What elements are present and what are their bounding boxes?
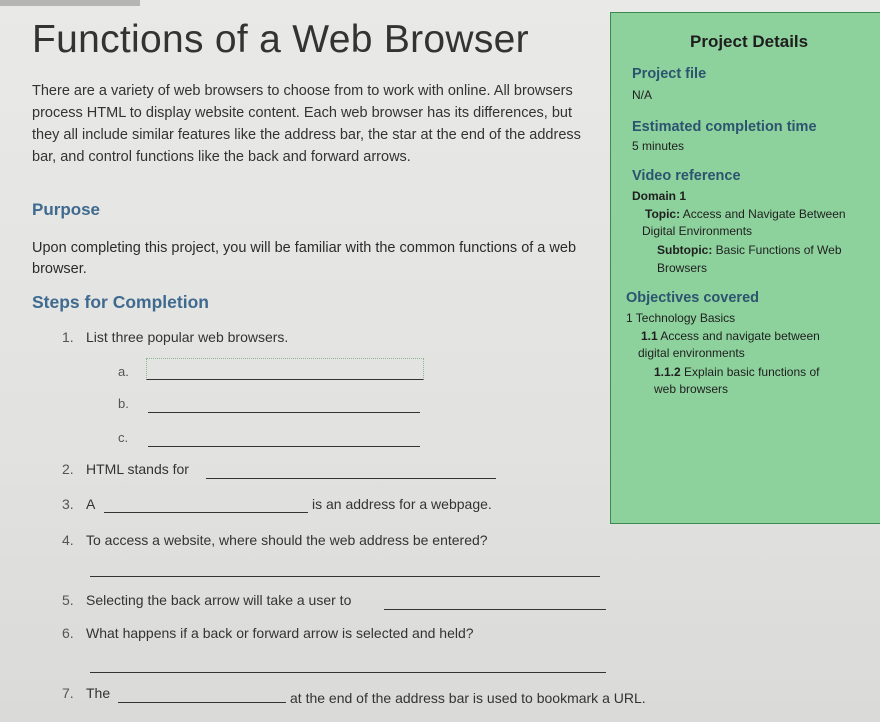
question-text: HTML stands for <box>86 461 189 477</box>
question-number: 3. <box>62 496 74 512</box>
answer-field-1c[interactable] <box>148 446 420 447</box>
question-text: Selecting the back arrow will take a user to <box>86 592 352 608</box>
sub-label-b: b. <box>118 396 129 411</box>
page-title: Functions of a Web Browser <box>32 18 529 61</box>
purpose-text: Upon completing this project, you will be familiar with the common functions of a web browser. <box>32 240 577 277</box>
intro-paragraph: There are a variety of web browsers to choose from to work with online. All browsers process HTML to display website content. Each web browser has its differences, but they all include similar features like the address bar, the star at the end of the address bar, and control functions like the back and forward arrows. <box>32 83 581 165</box>
sub-label-c: c. <box>118 430 129 445</box>
question-number: 6. <box>62 625 74 641</box>
question-text: What happens if a back or forward arrow is selected and held? <box>86 625 474 641</box>
project-file-value: N/A <box>632 88 653 102</box>
topic-line-2: Digital Environments <box>642 224 753 238</box>
objective-1-1-line-1 <box>641 329 820 343</box>
subtopic-label: Subtopic: <box>657 243 713 257</box>
question-number: 2. <box>62 461 74 477</box>
answer-field-5[interactable] <box>384 609 606 610</box>
question-number: 7. <box>62 685 74 701</box>
completion-time-heading: Estimated completion time <box>632 119 817 135</box>
project-details-title: Project Details <box>690 32 809 51</box>
question-text: To access a website, where should the web address be entered? <box>86 532 488 548</box>
answer-field-1a[interactable] <box>146 358 424 380</box>
question-4 <box>62 532 488 548</box>
answer-field-2[interactable] <box>206 478 496 479</box>
objective-1-1-2-line-2: web browsers <box>654 382 729 396</box>
objective-text: Explain basic functions of <box>684 365 820 379</box>
question-text-pre: A <box>86 496 96 512</box>
subtopic-value: Basic Functions of Web <box>715 243 842 257</box>
question-7 <box>62 685 110 701</box>
question-3 <box>62 496 95 512</box>
project-file-heading: Project file <box>632 66 707 82</box>
question-2 <box>62 461 189 477</box>
question-5 <box>62 592 351 608</box>
question-7-post: at the end of the address bar is used to bookmark a URL. <box>290 690 646 706</box>
top-edge-strip <box>0 0 140 6</box>
topic-value: Access and Navigate Between <box>682 207 846 221</box>
objectives-heading: Objectives covered <box>626 290 759 306</box>
objective-1-1-2-line-1 <box>654 365 819 379</box>
question-number: 1. <box>62 329 74 345</box>
question-1 <box>62 329 288 345</box>
subtopic-line-1 <box>657 243 842 257</box>
video-reference-heading: Video reference <box>632 168 741 184</box>
objective-1-1-line-2: digital environments <box>638 346 745 360</box>
subtopic-line-2: Browsers <box>657 261 708 275</box>
topic-label: Topic: <box>645 207 681 221</box>
answer-field-3[interactable] <box>104 512 308 513</box>
domain-label: Domain 1 <box>632 189 687 203</box>
objective-number: 1.1 <box>641 329 658 343</box>
question-number: 4. <box>62 532 74 548</box>
completion-time-value: 5 minutes <box>632 139 685 153</box>
answer-field-1b[interactable] <box>148 412 420 413</box>
question-text-pre: The <box>86 685 111 701</box>
steps-heading: Steps for Completion <box>32 292 209 312</box>
purpose-heading: Purpose <box>32 200 101 219</box>
objective-text: Access and navigate between <box>660 329 820 343</box>
topic-line-1 <box>645 207 846 221</box>
question-6 <box>62 625 474 641</box>
sub-label-a: a. <box>118 364 129 379</box>
answer-field-7[interactable] <box>118 702 286 703</box>
answer-field-4[interactable] <box>90 576 600 577</box>
question-3-post: is an address for a webpage. <box>312 496 492 512</box>
question-text: List three popular web browsers. <box>86 329 289 345</box>
answer-field-6[interactable] <box>90 672 606 673</box>
objective-number: 1.1.2 <box>654 365 681 379</box>
question-number: 5. <box>62 592 74 608</box>
objective-1: 1 Technology Basics <box>626 311 736 325</box>
